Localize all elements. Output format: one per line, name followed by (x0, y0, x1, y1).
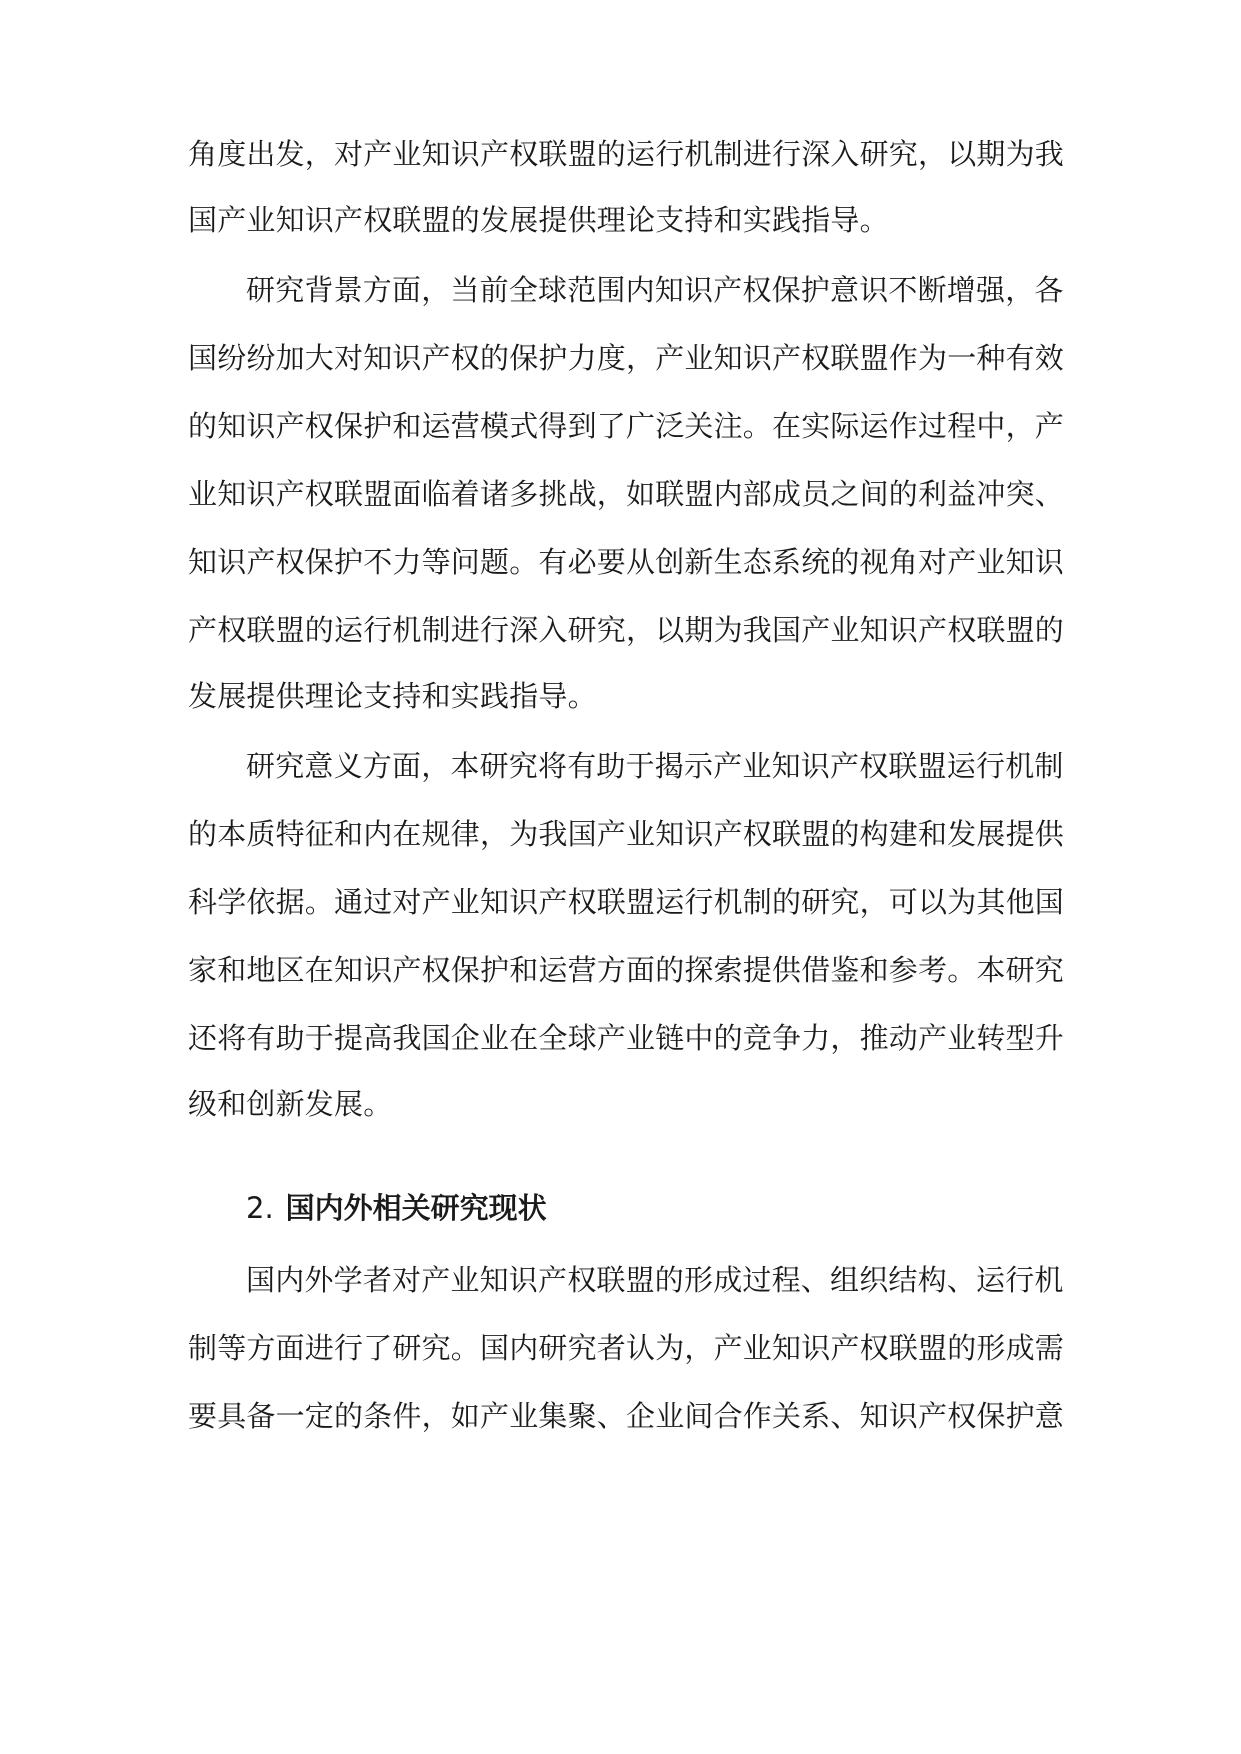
paragraph-line: 家和地区在知识产权保护和运营方面的探索提供借鉴和参考。本研究 (188, 953, 1065, 987)
paragraph-line: 研究背景方面，当前全球范围内知识产权保护意识不断增强，各 (246, 273, 1064, 307)
paragraph-line: 还将有助于提高我国企业在全球产业链中的竞争力，推动产业转型升 (188, 1021, 1065, 1055)
section-number: 2. (246, 1191, 274, 1225)
paragraph-line: 产权联盟的运行机制进行深入研究，以期为我国产业知识产权联盟的 (188, 613, 1065, 647)
paragraph-line: 发展提供理论支持和实践指导。 (188, 679, 597, 713)
paragraph-line: 科学依据。通过对产业知识产权联盟运行机制的研究，可以为其他国 (188, 885, 1065, 919)
paragraph-line: 国纷纷加大对知识产权的保护力度，产业知识产权联盟作为一种有效 (188, 341, 1065, 375)
paragraph-line: 国内外学者对产业知识产权联盟的形成过程、组织结构、运行机 (246, 1263, 1064, 1297)
paragraph-line: 研究意义方面，本研究将有助于揭示产业知识产权联盟运行机制 (246, 749, 1064, 783)
paragraph-line: 角度出发，对产业知识产权联盟的运行机制进行深入研究，以期为我 (188, 137, 1065, 171)
section-heading (246, 1188, 547, 1228)
paragraph-line: 的知识产权保护和运营模式得到了广泛关注。在实际运作过程中，产 (188, 409, 1065, 443)
section-title: 国内外相关研究现状 (285, 1191, 547, 1225)
paragraph-line: 知识产权保护不力等问题。有必要从创新生态系统的视角对产业知识 (188, 545, 1065, 579)
paragraph-line: 制等方面进行了研究。国内研究者认为，产业知识产权联盟的形成需 (188, 1331, 1065, 1365)
paragraph-line: 业知识产权联盟面临着诸多挑战，如联盟内部成员之间的利益冲突、 (188, 477, 1065, 511)
paragraph-line: 国产业知识产权联盟的发展提供理论支持和实践指导。 (188, 203, 889, 237)
paragraph-line: 级和创新发展。 (188, 1087, 393, 1121)
paragraph-line: 的本质特征和内在规律，为我国产业知识产权联盟的构建和发展提供 (188, 817, 1065, 851)
paragraph-line: 要具备一定的条件，如产业集聚、企业间合作关系、知识产权保护意 (188, 1399, 1065, 1433)
